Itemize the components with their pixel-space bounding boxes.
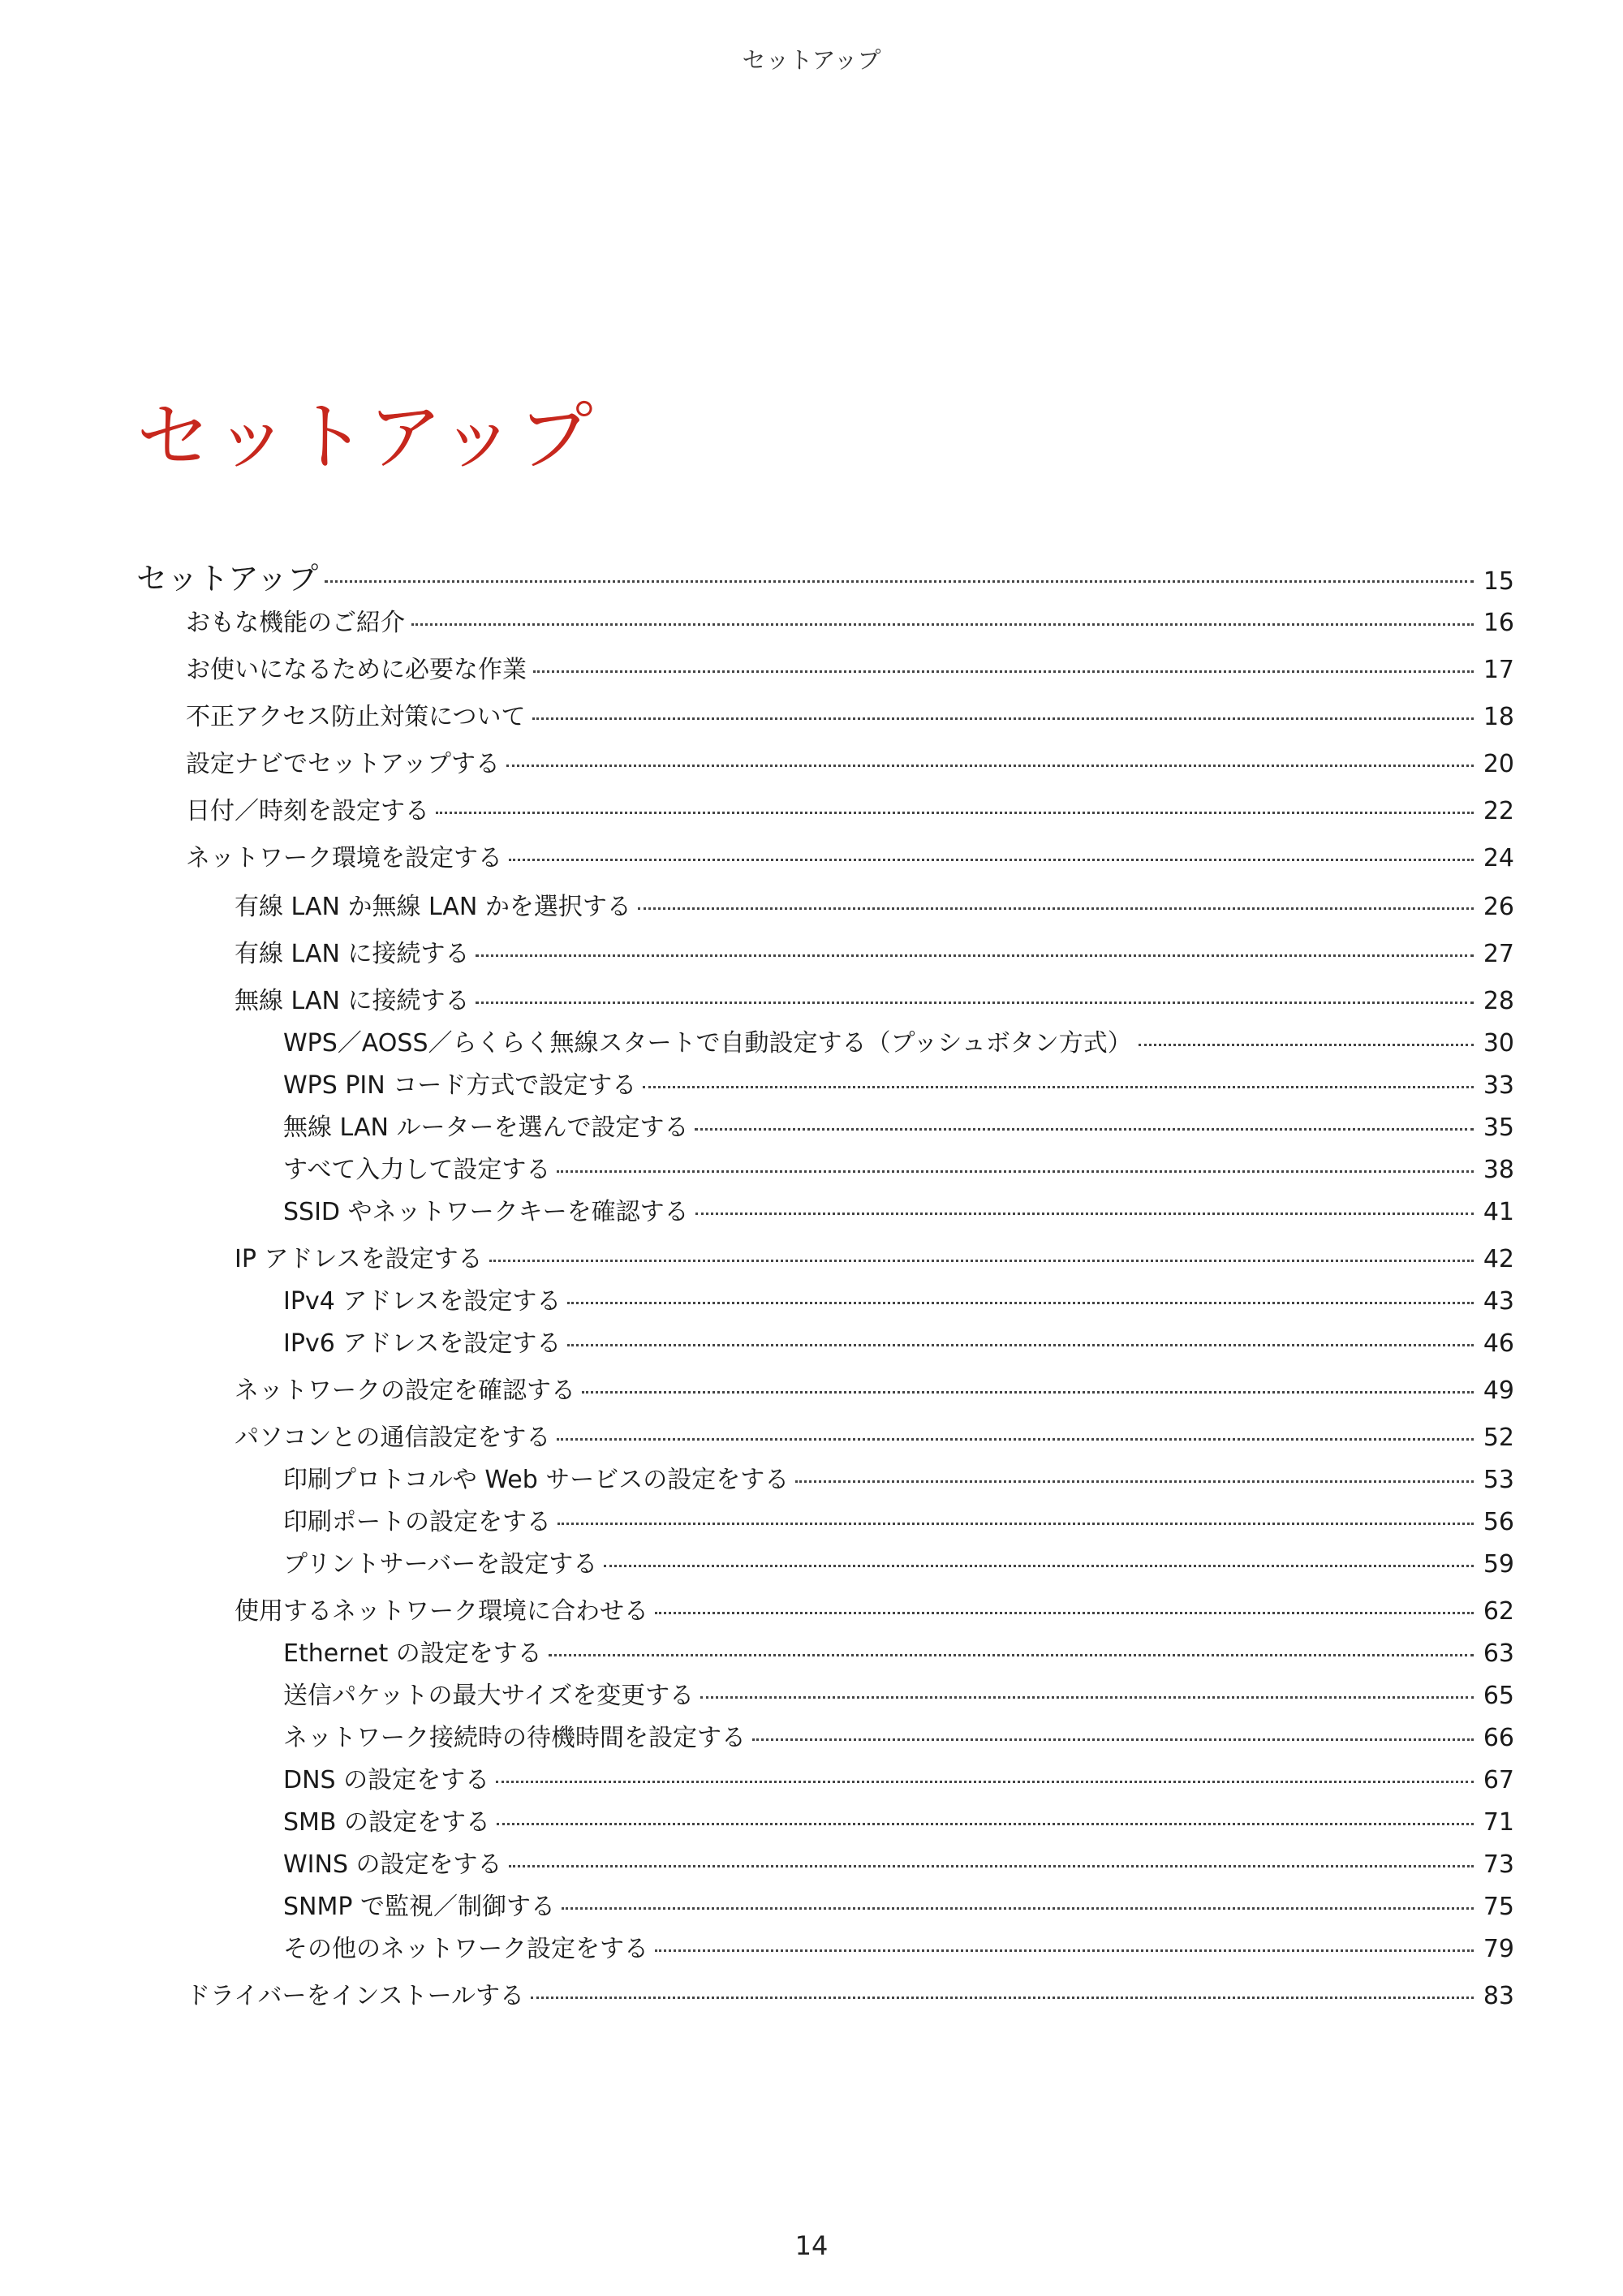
toc-entry[interactable] — [283, 1802, 1514, 1837]
toc-entry[interactable] — [283, 1501, 1514, 1537]
toc-entry[interactable] — [186, 1975, 1514, 2011]
toc-entry-label: 印刷プロトコルや Web サービスの設定をする — [283, 1466, 790, 1494]
toc-entry-label: DNS の設定をする — [283, 1766, 490, 1794]
toc-dot-leader — [752, 1738, 1474, 1741]
toc-entry-label: Ethernet の設定をする — [283, 1639, 542, 1668]
toc-entry[interactable] — [186, 790, 1514, 826]
running-header: セットアップ — [742, 46, 881, 74]
toc-dot-leader — [695, 1213, 1474, 1215]
toc-dot-leader — [638, 907, 1474, 910]
toc-entry[interactable] — [283, 1760, 1514, 1795]
toc-dot-leader — [558, 1523, 1474, 1525]
toc-entry-label: WPS PIN コード方式で設定する — [283, 1071, 637, 1100]
toc-dot-leader — [531, 1997, 1474, 1999]
toc-entry-page: 35 — [1483, 1114, 1514, 1142]
toc-dot-leader — [567, 1302, 1474, 1304]
toc-entry-page: 16 — [1483, 609, 1514, 637]
toc-dot-leader — [549, 1654, 1474, 1656]
toc-dot-leader — [532, 717, 1474, 720]
toc-entry[interactable] — [235, 1238, 1514, 1274]
toc-entry[interactable] — [186, 602, 1514, 638]
toc-entry-label: その他のネットワーク設定をする — [283, 1935, 648, 1963]
toc-entry[interactable] — [283, 1886, 1514, 1922]
toc-entry-label: 設定ナビでセットアップする — [186, 750, 500, 778]
toc-entry-page: 56 — [1483, 1508, 1514, 1536]
toc-entry-page: 15 — [1483, 567, 1514, 596]
toc-dot-leader — [436, 812, 1474, 814]
toc-entry[interactable] — [283, 1149, 1514, 1185]
toc-entry-label: 無線 LAN ルーターを選んで設定する — [283, 1114, 689, 1142]
toc-entry[interactable] — [186, 743, 1514, 779]
toc-entry-page: 42 — [1483, 1245, 1514, 1273]
toc-dot-leader — [509, 1865, 1474, 1867]
toc-dot-leader — [509, 859, 1474, 861]
toc-entry-label: パソコンとの通信設定をする — [235, 1424, 551, 1452]
chapter-title: セットアップ — [136, 394, 596, 480]
toc-entry-label: WPS／AOSS／らくらく無線スタートで自動設定する（プッシュボタン方式） — [283, 1029, 1132, 1058]
toc-entry-page: 83 — [1483, 1982, 1514, 2010]
toc-dot-leader — [700, 1696, 1474, 1699]
toc-dot-leader — [655, 1949, 1474, 1952]
toc-entry[interactable] — [283, 1544, 1514, 1579]
toc-entry-page: 66 — [1483, 1724, 1514, 1752]
toc-entry-page: 20 — [1483, 750, 1514, 778]
toc-dot-leader — [562, 1907, 1474, 1910]
toc-entry-page: 59 — [1483, 1550, 1514, 1579]
toc-entry-label: セットアップ — [136, 561, 319, 597]
toc-entry[interactable] — [235, 1417, 1514, 1453]
toc-entry-page: 24 — [1483, 844, 1514, 872]
toc-entry-label: SNMP で監視／制御する — [283, 1893, 555, 1921]
toc-entry-label: 日付／時刻を設定する — [186, 797, 429, 825]
toc-entry-page: 52 — [1483, 1424, 1514, 1452]
toc-dot-leader — [604, 1565, 1474, 1567]
toc-entry-page: 28 — [1483, 987, 1514, 1015]
toc-entry-page: 53 — [1483, 1466, 1514, 1494]
toc-entry-page: 71 — [1483, 1808, 1514, 1837]
toc-entry-page: 30 — [1483, 1029, 1514, 1058]
toc-entry-label: お使いになるために必要な作業 — [186, 656, 527, 684]
toc-entry-page: 17 — [1483, 656, 1514, 684]
toc-entry-page: 38 — [1483, 1156, 1514, 1184]
toc-entry-label: おもな機能のご紹介 — [186, 609, 405, 637]
toc-entry-label: 不正アクセス防止対策について — [186, 703, 526, 731]
toc-entry-label: 有線 LAN に接続する — [235, 940, 470, 968]
toc-entry-label: IPv6 アドレスを設定する — [283, 1329, 562, 1358]
toc-entry-page: 67 — [1483, 1766, 1514, 1794]
toc-entry[interactable] — [283, 1107, 1514, 1143]
toc-entry-page: 22 — [1483, 797, 1514, 825]
toc-entry[interactable] — [136, 554, 1514, 598]
toc-entry-page: 79 — [1483, 1935, 1514, 1963]
toc-entry-label: 有線 LAN か無線 LAN かを選択する — [235, 893, 631, 921]
toc-dot-leader — [506, 765, 1474, 767]
toc-entry[interactable] — [235, 886, 1514, 922]
toc-dot-leader — [567, 1344, 1474, 1346]
toc-entry-page: 75 — [1483, 1893, 1514, 1921]
toc-dot-leader — [582, 1391, 1474, 1394]
toc-entry-label: ネットワークの設定を確認する — [235, 1376, 575, 1405]
toc-entry-label: ネットワーク接続時の待機時間を設定する — [283, 1724, 746, 1752]
toc-entry[interactable] — [283, 1717, 1514, 1753]
toc-entry[interactable] — [283, 1281, 1514, 1316]
toc-entry-page: 73 — [1483, 1850, 1514, 1879]
toc-entry[interactable] — [283, 1065, 1514, 1101]
toc-entry-label: WINS の設定をする — [283, 1850, 502, 1879]
toc-entry-label: ドライバーをインストールする — [186, 1982, 524, 2010]
toc-entry-label: SMB の設定をする — [283, 1808, 491, 1837]
toc-entry[interactable] — [283, 1675, 1514, 1711]
toc-entry-page: 43 — [1483, 1287, 1514, 1316]
toc-entry-page: 41 — [1483, 1198, 1514, 1226]
toc-entry[interactable] — [283, 1023, 1514, 1058]
toc-entry[interactable] — [283, 1928, 1514, 1964]
toc-dot-leader — [476, 954, 1474, 957]
toc-dot-leader — [1139, 1044, 1474, 1046]
toc-entry[interactable] — [235, 1591, 1514, 1626]
toc-entry[interactable] — [283, 1323, 1514, 1359]
toc-entry-page: 27 — [1483, 940, 1514, 968]
toc-entry-label: すべて入力して設定する — [283, 1156, 551, 1184]
toc-entry-label: IPv4 アドレスを設定する — [283, 1287, 562, 1316]
toc-entry-label: 送信パケットの最大サイズを変更する — [283, 1682, 695, 1710]
toc-dot-leader — [557, 1438, 1474, 1441]
toc-dot-leader — [695, 1128, 1474, 1131]
toc-entry[interactable] — [186, 649, 1514, 685]
toc-entry-label: ネットワーク環境を設定する — [186, 844, 502, 872]
toc-entry[interactable] — [283, 1191, 1514, 1227]
toc-entry[interactable] — [235, 1370, 1514, 1406]
toc-entry-label: SSID やネットワークキーを確認する — [283, 1198, 689, 1226]
page-number: 14 — [794, 2230, 829, 2261]
toc-entry-page: 46 — [1483, 1329, 1514, 1358]
toc-dot-leader — [411, 623, 1474, 626]
toc-entry[interactable] — [186, 696, 1514, 732]
toc-entry-page: 49 — [1483, 1376, 1514, 1405]
toc-dot-leader — [325, 580, 1474, 583]
toc-entry-page: 18 — [1483, 703, 1514, 731]
toc-entry-page: 65 — [1483, 1682, 1514, 1710]
toc-entry-page: 63 — [1483, 1639, 1514, 1668]
toc-entry-label: プリントサーバーを設定する — [283, 1550, 598, 1579]
toc-entry[interactable] — [235, 933, 1514, 969]
toc-dot-leader — [489, 1260, 1474, 1262]
toc-entry-label: 使用するネットワーク環境に合わせる — [235, 1597, 648, 1626]
toc-entry-label: 印刷ポートの設定をする — [283, 1508, 551, 1536]
toc-entry[interactable] — [186, 838, 1514, 873]
toc-entry-label: 無線 LAN に接続する — [235, 987, 470, 1015]
toc-dot-leader — [497, 1823, 1474, 1825]
toc-entry-page: 62 — [1483, 1597, 1514, 1626]
toc-entry[interactable] — [283, 1633, 1514, 1669]
toc-dot-leader — [476, 1002, 1474, 1004]
toc-entry-page: 33 — [1483, 1071, 1514, 1100]
toc-dot-leader — [557, 1170, 1474, 1173]
toc-dot-leader — [643, 1086, 1474, 1088]
toc-dot-leader — [795, 1480, 1474, 1483]
toc-entry-label: IP アドレスを設定する — [235, 1245, 483, 1273]
toc-entry-page: 26 — [1483, 893, 1514, 921]
toc-entry[interactable] — [283, 1459, 1514, 1495]
toc-entry[interactable] — [235, 980, 1514, 1016]
toc-dot-leader — [533, 670, 1474, 673]
toc-dot-leader — [655, 1612, 1474, 1614]
toc-dot-leader — [496, 1781, 1474, 1783]
toc-entry[interactable] — [283, 1844, 1514, 1880]
